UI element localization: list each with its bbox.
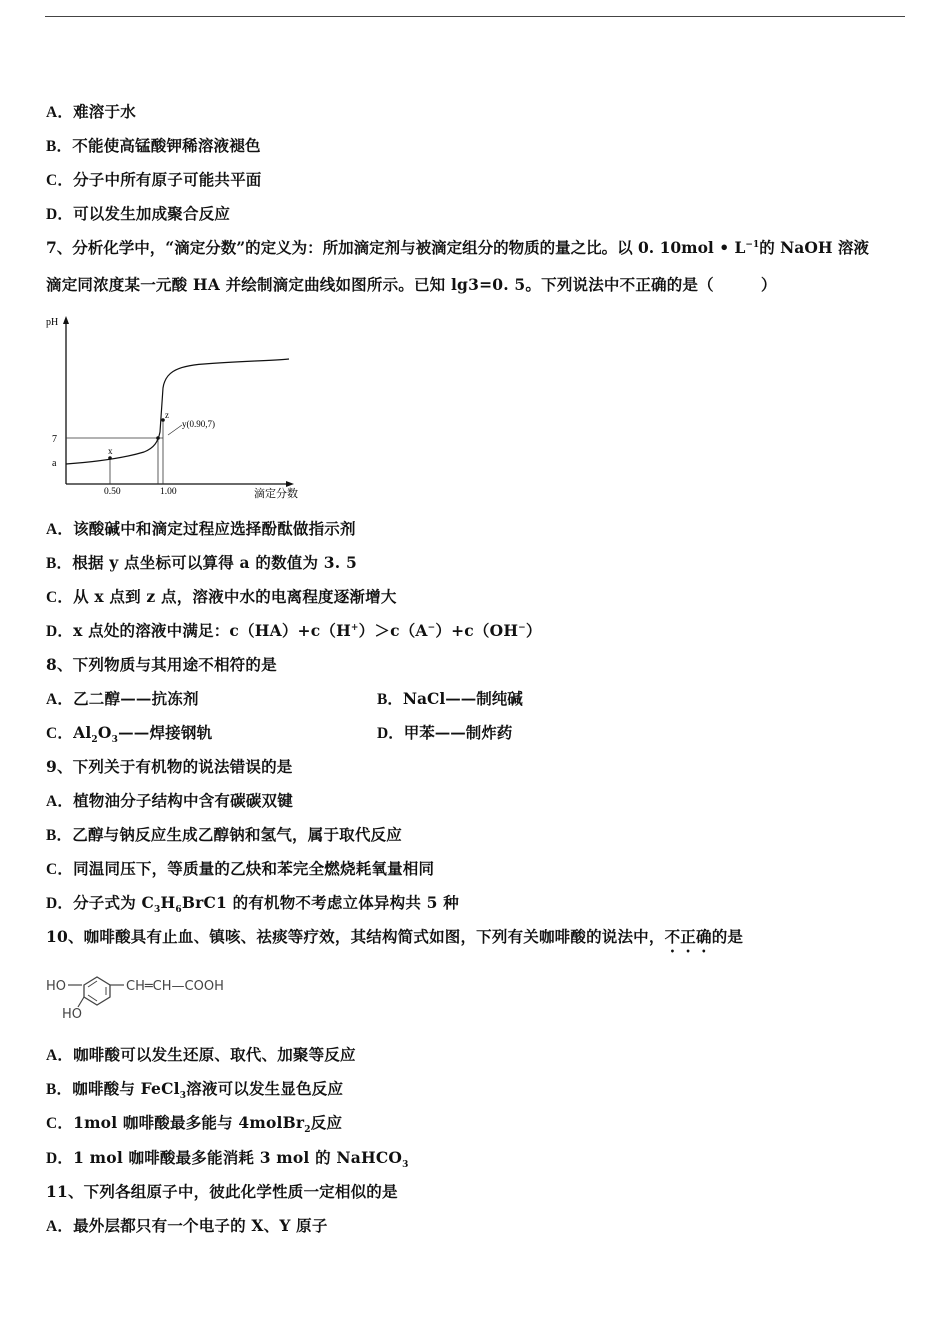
q11-option-a: A．最外层都只有一个电子的 X、Y 原子 — [46, 1216, 328, 1235]
q6-option-a: A．难溶于水 — [46, 102, 136, 121]
tick-100: 1.00 — [160, 487, 177, 497]
struct-ho-bottom: HO — [62, 1007, 83, 1022]
struct-ho-top: HO — [46, 979, 67, 994]
point-y — [156, 436, 160, 440]
q8-option-b: B．NaCl——制纯碱 — [377, 689, 523, 708]
q9-option-a: A．植物油分子结构中含有碳碳双键 — [46, 791, 293, 810]
q7-option-b: B．根据 y 点坐标可以算得 a 的数值为 3. 5 — [46, 553, 357, 572]
titration-curve — [66, 359, 289, 464]
tick-a: a — [52, 458, 57, 469]
q8-option-a: A．乙二醇——抗冻剂 — [46, 689, 199, 708]
label-z: z — [165, 410, 169, 420]
q7-option-d: D．x 点处的溶液中满足：c（HA）+c（H+）＞c（A−）+c（OH−） — [46, 621, 542, 640]
q9-option-b: B．乙醇与钠反应生成乙醇钠和氢气，属于取代反应 — [46, 825, 402, 844]
q10-option-a: A．咖啡酸可以发生还原、取代、加聚等反应 — [46, 1045, 356, 1064]
q8-stem: 8、下列物质与其用途不相符的是 — [46, 655, 277, 674]
q6-option-c: C．分子中所有原子可能共平面 — [46, 170, 262, 189]
q7-stem-line2: 滴定同浓度某一元酸 HA 并绘制滴定曲线如图所示。已知 lg3=0. 5。下列说法中不正确的是（ ） — [46, 275, 777, 294]
q9-option-c: C．同温同压下，等质量的乙炔和苯完全燃烧耗氧量相同 — [46, 859, 435, 878]
tick-7: 7 — [52, 434, 57, 445]
titration-curve-graph — [44, 314, 314, 508]
q8-option-d: D．甲苯——制炸药 — [377, 723, 513, 742]
header-rule — [45, 16, 905, 17]
y-axis-arrow — [63, 316, 69, 324]
q8-option-c: C．$Al_2O_3——$焊接钢轨 — [46, 723, 213, 746]
caffeic-acid-structure — [44, 968, 264, 1024]
q10-option-b: B．咖啡酸与 FeCl$_3$溶液可以发生显色反应 — [46, 1079, 344, 1102]
q7-option-c: C．从 x 点到 z 点，溶液中水的电离程度逐渐增大 — [46, 587, 397, 606]
q10-option-d: D．1 mol 咖啡酸最多能消耗 3 mol 的 NaHCO$_3$ — [46, 1148, 409, 1171]
q11-stem: 11、下列各组原子中，彼此化学性质一定相似的是 — [46, 1182, 398, 1201]
q9-stem: 9、下列关于有机物的说法错误的是 — [46, 757, 293, 776]
label-x: x — [108, 446, 113, 456]
struct-side-chain: CH═CH—COOH — [126, 979, 224, 994]
q7-option-a: A．该酸碱中和滴定过程应选择酚酞做指示剂 — [46, 519, 356, 538]
tick-050: 0.50 — [104, 487, 121, 497]
q9-option-d: D．分子式为 $C_3H_6BrC1$ 的有机物不考虑立体异构共 5 种 — [46, 893, 459, 916]
label-y: y(0.90,7) — [182, 419, 215, 429]
x-axis-label: 滴定分数 — [254, 487, 298, 500]
label-y-leader — [168, 425, 182, 435]
q10-option-c: C．1mol 咖啡酸最多能与 4molBr$_2$反应 — [46, 1113, 343, 1136]
y-axis-label: pH — [46, 317, 59, 328]
q6-option-b: B．不能使高锰酸钾稀溶液褪色 — [46, 136, 261, 155]
point-x — [108, 456, 112, 460]
bond-ho2 — [78, 997, 84, 1007]
emphasis-not-correct: 不正确 — [664, 927, 712, 946]
q6-option-d: D．可以发生加成聚合反应 — [46, 204, 231, 223]
q7-stem-line1: 7、分析化学中，“滴定分数”的定义为：所加滴定剂与被滴定组分的物质的量之比。以 0. 10mol • $L^{-1}$的 NaOH 溶液 — [46, 238, 869, 257]
q10-stem: 10、咖啡酸具有止血、镇咳、祛痰等疗效，其结构简式如图，下列有关咖啡酸的说法中，不正确的是 — [46, 927, 744, 946]
